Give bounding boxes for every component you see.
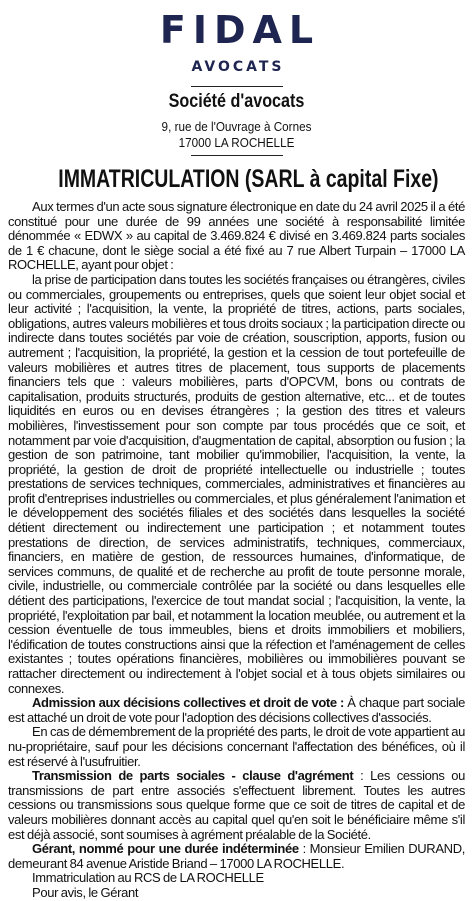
logo-subtitle: AVOCATS: [191, 59, 285, 75]
society-type: Société d'avocats: [168, 91, 305, 112]
address-line-2: 17000 LA ROCHELLE: [178, 135, 295, 150]
notice-body: [8, 200, 465, 901]
intro-paragraph: Aux termes d'un acte sous signature électronique en date du 24 avril 2025 il a été constitué pour une durée de 99 années une société à responsabilité limitée dénommée « EDWX » au capital de 3.469.824 € divisé en 3.469.824 parts sociales de 1 € chacune, dont le siège social a été fixé au 7 rue Albert Turpain – 17000 LA ROCHELLE, ayant pour objet :: [8, 199, 465, 273]
manager-label: Gérant, nommé pour une durée indéterminée: [32, 841, 299, 857]
divider-bottom: [191, 155, 283, 156]
admission-paragraph: [8, 696, 465, 725]
transfer-paragraph: [8, 769, 465, 842]
address-line-1: 9, rue de l'Ouvrage à Cornes: [161, 119, 312, 134]
manager-text: : Monsieur Emilien DURAND, demeurant 84 avenue Aristide Briand – 17000 LA ROCHELLE.: [8, 841, 465, 871]
divider-top: [191, 86, 283, 87]
fidal-logo: [8, 0, 465, 76]
dismemberment-paragraph: En cas de démembrement de la propriété des parts, le droit de vote appartient au nu-propriétaire, sauf pour les décisions concernant l'affectation des bénéfices, où il est réservé à l'usufruitier.: [8, 724, 465, 769]
registration-line: Immatriculation au RCS de LA ROCHELLE: [32, 870, 264, 886]
transfer-text: : Les cessions ou transmissions de part entre associés s'effectuent librement. Toutes les autres cessions ou transmissions sous quelque forme que ce soit de titres de capital et de valeurs mobilières donnant accès au capital quel qu'en soit le bénéficiaire même s'il est déjà associé, sont soumises à agrément préalable de la Société.: [8, 768, 465, 842]
admission-text: À chaque part sociale est attaché un droit de vote pour l'adoption des décisions collectives d'associés.: [8, 695, 465, 725]
notice-title: IMMATRICULATION (SARL à capital Fixe): [58, 165, 439, 193]
logo-wordmark: FIDAL: [159, 8, 321, 52]
object-paragraph: la prise de participation dans toutes les sociétés françaises ou étrangères, civiles ou commerciales, groupements ou entreprises, quels que soient leur objet social et leur activité ; l'acquisition, la vente, la propriété de titres, actions, parts sociales, obligations, autres valeurs mobilières et tous droits sociaux ; la participation directe ou indirecte dans toutes sociétés par voie de création, souscription, apports, fusion ou autrement ; l'acquisition, la propriété, la gestion et la cession de tout portefeuille de valeurs mobilières et autres titres de placement, tous supports de placements financiers tels que : valeurs mobilières, parts d'OPCVM, bons ou contrats de capitalisation, produits structurés, produits de gestion alternative, etc... et de toutes liquidités en euros ou en devises étrangères ; la gestion des titres et valeurs mobilières, l'investissement pour son compte par tous procédés que ce soit, et notamment par voie d'acquisition, d'augmentation de capital, absorption ou fusion ; la gestion de son patrimoine, tant mobilier qu'immobilier, l'acquisition, la vente, la propriété, la gestion de droit de propriété intellectuelle ou industrielle ; toutes prestations de services techniques, commerciales, administratives et financières au profit d'entreprises industrielles ou commerciales, et plus généralement l'animation et le développement des sociétés filiales et des sociétés dans lesquelles la société détient directement ou indirectement une participation ; et notamment toutes prestations de direction, de services administratifs, techniques, commerciaux, financiers, en matière de gestion, de ressources humaines, d'informatique, de services communs, de qualité et de recherche au profit de toute personne morale, civile, industrielle, ou commerciale contrôlée par la société ou dans lesquelles elle détient des participations, l'exercice de tout mandat social ; l'acquisition, la vente, la propriété, l'exploitation par bail, et notamment la location meublée, ou autrement et la cession éventuelle de tous immeubles, biens et droits immobiliers et mobiliers, l'édification de toutes constructions ainsi que la réfection et l'aménagement de celles existantes ; toutes opérations financières, mobilières ou immobilières pouvant se rattacher directement ou indirectement à l'objet social et à tous objets similaires ou connexes.: [8, 271, 465, 696]
closing-line: Pour avis, le Gérant: [32, 884, 139, 900]
admission-label: Admission aux décisions collectives et droit de vote :: [32, 695, 345, 711]
manager-paragraph: [8, 842, 465, 871]
transfer-label: Transmission de parts sociales - clause d'agrément: [32, 768, 354, 784]
